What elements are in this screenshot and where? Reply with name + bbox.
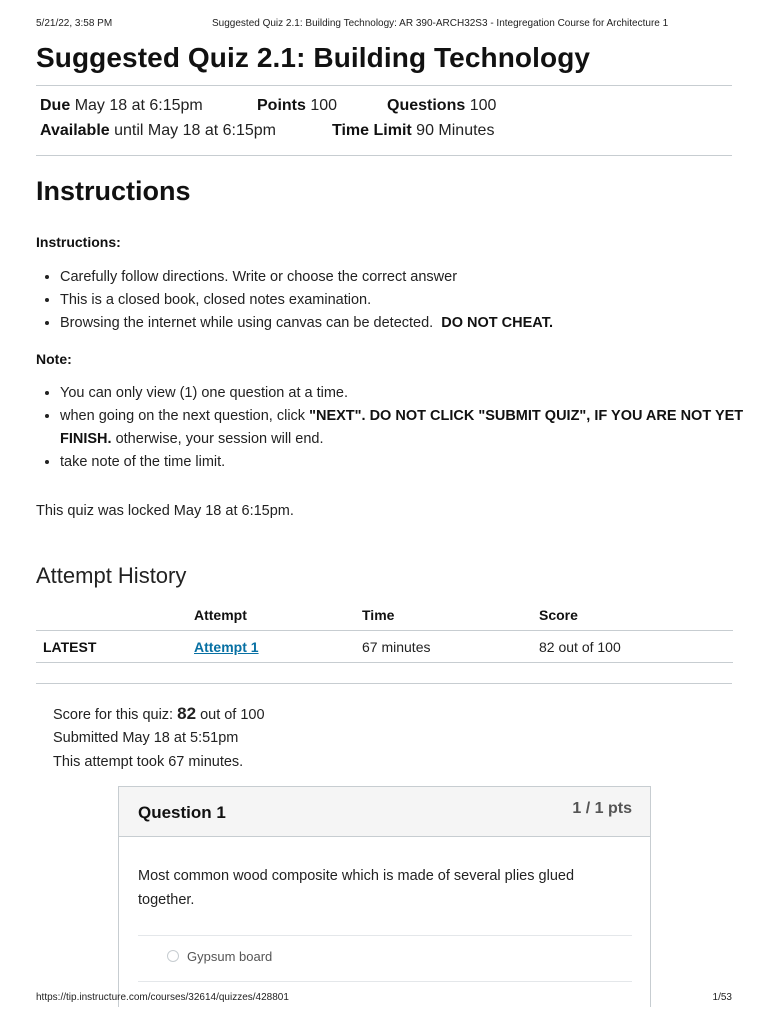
submitted-time: Submitted May 18 at 5:51pm <box>53 730 239 746</box>
score-value: 82 <box>177 704 197 723</box>
note-text: when going on the next question, click <box>60 408 306 424</box>
instructions-heading: Instructions <box>36 176 191 206</box>
divider <box>36 155 732 156</box>
questions-label: Questions <box>387 97 466 114</box>
time-limit-label: Time Limit <box>332 122 412 139</box>
attempt-history-heading: Attempt History <box>36 563 187 588</box>
print-page-title: Suggested Quiz 2.1: Building Technology: AR 390-ARCH32S3 - Integregation Course for Architecture 1 <box>212 18 669 29</box>
list-item <box>60 289 750 312</box>
available-label: Available <box>40 122 110 139</box>
questions-value: 100 <box>469 97 497 114</box>
table-row <box>36 631 733 663</box>
points-value: 100 <box>310 97 338 114</box>
attempt-score: 82 out of 100 <box>532 631 733 663</box>
answer-option[interactable] <box>167 949 272 964</box>
column-header <box>36 600 187 631</box>
instruction-text: This is a closed book, closed notes examination. <box>60 292 372 308</box>
answer-label: Gypsum board <box>187 949 273 964</box>
instructions-subheading: Instructions: <box>36 234 121 250</box>
instruction-text: Browsing the internet while using canvas can be detected. <box>60 315 434 331</box>
attempt-link[interactable]: Attempt 1 <box>194 638 259 655</box>
list-item <box>60 451 750 474</box>
divider <box>36 683 732 684</box>
score-summary <box>53 704 265 724</box>
divider <box>36 85 732 86</box>
column-header: Attempt <box>187 600 355 631</box>
print-url: https://tip.instructure.com/courses/32614/quizzes/428801 <box>36 992 289 1003</box>
due-value: May 18 at 6:15pm <box>74 97 203 114</box>
score-suffix: out of 100 <box>200 707 265 723</box>
note-list <box>36 382 750 474</box>
answer-divider <box>138 935 632 936</box>
list-item <box>60 312 750 335</box>
time-limit-value: 90 Minutes <box>416 122 495 139</box>
print-header <box>36 18 732 32</box>
radio-icon[interactable] <box>167 950 179 962</box>
note-text-tail: otherwise, your session will end. <box>115 431 324 447</box>
table-header-row <box>36 600 733 631</box>
attempt-time: 67 minutes <box>355 631 532 663</box>
available-field <box>40 122 276 140</box>
note-text: You can only view (1) one question at a time. <box>60 385 349 401</box>
print-footer <box>36 992 732 1006</box>
attempt-history-table <box>36 600 733 663</box>
column-header: Time <box>355 600 532 631</box>
list-item <box>60 266 750 289</box>
list-item <box>60 382 750 405</box>
time-limit-field <box>332 122 494 140</box>
quiz-locked-message: This quiz was locked May 18 at 6:15pm. <box>36 503 294 519</box>
column-header: Score <box>532 600 733 631</box>
answer-divider <box>138 981 632 982</box>
points-label: Points <box>257 97 306 114</box>
question-text: Most common wood composite which is made of several plies glued together. <box>138 868 575 908</box>
due-label: Due <box>40 97 71 114</box>
print-page-number: 1/53 <box>712 992 732 1003</box>
note-heading: Note: <box>36 351 72 367</box>
attempt-cell <box>187 631 355 663</box>
score-prefix: Score for this quiz: <box>53 707 174 723</box>
note-warning: "NEXT". DO NOT CLICK "SUBMIT QUIZ", IF YOU ARE NOT YET FINISH. <box>60 408 744 447</box>
due-field <box>40 97 203 115</box>
question-header <box>119 787 650 837</box>
attempt-duration: This attempt took 67 minutes. <box>53 754 244 770</box>
question-card <box>118 786 651 1007</box>
list-item <box>60 405 750 451</box>
points-field <box>257 97 337 115</box>
question-title: Question 1 <box>138 803 226 822</box>
quiz-title: Suggested Quiz 2.1: Building Technology <box>36 42 591 73</box>
available-value: until May 18 at 6:15pm <box>114 122 276 139</box>
note-text: take note of the time limit. <box>60 454 226 470</box>
attempt-label: LATEST <box>36 631 187 663</box>
instruction-text: Carefully follow directions. Write or choose the correct answer <box>60 269 458 285</box>
print-timestamp: 5/21/22, 3:58 PM <box>36 18 113 29</box>
instruction-warning: DO NOT CHEAT. <box>441 315 553 331</box>
question-points: 1 / 1 pts <box>572 800 632 817</box>
instructions-list <box>36 266 750 335</box>
questions-field <box>387 97 496 115</box>
